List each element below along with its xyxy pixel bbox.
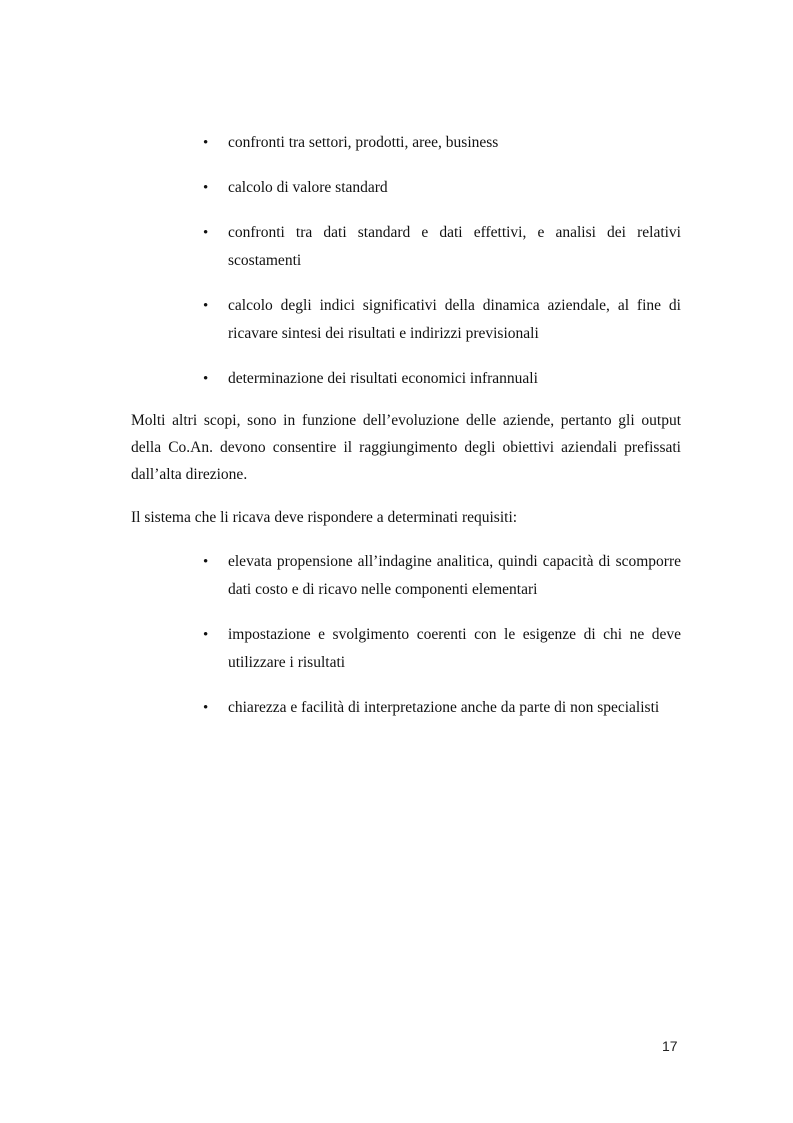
body-paragraph-requirements-intro: Il sistema che li ricava deve rispondere a determinati requisiti: xyxy=(131,509,518,526)
bullet-icon: • xyxy=(203,700,209,716)
list-item-text: determinazione dei risultati economici infrannuali xyxy=(228,370,538,387)
list-item xyxy=(200,621,681,677)
list-item-text: confronti tra dati standard e dati effettivi, e analisi dei relativi scostamenti xyxy=(228,224,681,269)
list-item-text: calcolo di valore standard xyxy=(228,179,388,196)
bullet-icon: • xyxy=(203,371,209,387)
list-item-text: confronti tra settori, prodotti, aree, business xyxy=(228,134,499,151)
bullet-icon: • xyxy=(203,135,209,151)
bullet-icon: • xyxy=(203,554,209,570)
list-item xyxy=(200,129,681,157)
list-item xyxy=(200,548,681,604)
list-item-text: elevata propensione all’indagine analitica, quindi capacità di scomporre dati costo e di ricavo nelle componenti elementari xyxy=(228,553,681,598)
list-item xyxy=(200,219,681,275)
list-item xyxy=(200,174,681,202)
list-item-text: chiarezza e facilità di interpretazione anche da parte di non specialisti xyxy=(228,699,660,716)
bullet-icon: • xyxy=(203,298,209,314)
bullet-list-scopes xyxy=(200,129,681,410)
page-number: 17 xyxy=(662,1038,678,1054)
bullet-icon: • xyxy=(203,225,209,241)
bullet-list-requirements xyxy=(200,548,681,739)
list-item xyxy=(200,292,681,348)
bullet-icon: • xyxy=(203,180,209,196)
list-item xyxy=(200,694,681,722)
body-paragraph: Molti altri scopi, sono in funzione dell’evoluzione delle aziende, pertanto gli output della Co.An. devono consentire il raggiungimento degli obiettivi aziendali prefissati dall’alta direzione. xyxy=(131,412,681,483)
list-item-text: calcolo degli indici significativi della dinamica aziendale, al fine di ricavare sintesi dei risultati e indirizzi previsionali xyxy=(228,297,681,342)
list-item xyxy=(200,365,681,393)
list-item-text: impostazione e svolgimento coerenti con le esigenze di chi ne deve utilizzare i risultati xyxy=(228,626,681,671)
bullet-icon: • xyxy=(203,627,209,643)
